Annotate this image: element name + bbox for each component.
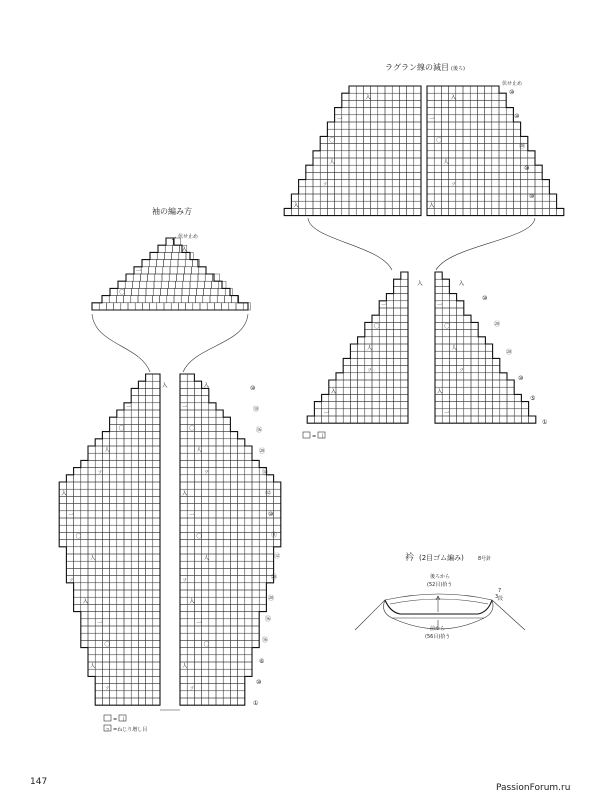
svg-text:ㇷ: ㇷ xyxy=(104,685,110,692)
sleeve-row-label: ⑳ xyxy=(271,574,278,581)
svg-text:一: 一 xyxy=(381,302,387,309)
sleeve-connector-right xyxy=(183,314,248,372)
svg-text:入: 入 xyxy=(330,388,337,395)
svg-text:入: 入 xyxy=(182,490,188,497)
raglan-row-label: ⑩ xyxy=(529,193,535,200)
svg-text:ㇷ: ㇷ xyxy=(458,367,465,374)
sleeve-connector-left xyxy=(92,314,150,372)
svg-text:入: 入 xyxy=(293,202,299,209)
svg-text:入: 入 xyxy=(429,202,435,209)
svg-text:ㇷ: ㇷ xyxy=(322,181,328,188)
collar-front-count: (56目)拾う xyxy=(425,634,451,640)
svg-text:人: 人 xyxy=(104,447,110,454)
svg-text:ㇷ: ㇷ xyxy=(68,577,74,584)
raglan-legend-val: 丨 xyxy=(320,434,326,440)
raglan-bottom-left-grid xyxy=(307,272,423,423)
sleeve-row-label: ① xyxy=(253,700,259,707)
svg-text:人: 人 xyxy=(443,159,449,166)
raglan-row-label: ⑩ xyxy=(482,295,488,302)
svg-text:一: 一 xyxy=(136,268,142,275)
svg-text:人: 人 xyxy=(451,345,457,352)
svg-text:入: 入 xyxy=(458,280,465,287)
collar-height-unit: 7 xyxy=(498,588,502,594)
svg-text:入: 入 xyxy=(61,490,67,497)
collar-height-rows: 段 xyxy=(498,596,504,602)
legend-plain-eq: = xyxy=(113,717,118,723)
raglan-connector-right xyxy=(436,218,535,270)
raglan-row-label: ⑳ xyxy=(494,321,501,328)
svg-text:人: 人 xyxy=(203,555,210,562)
svg-text:入: 入 xyxy=(82,598,89,605)
svg-text:ㇷ: ㇷ xyxy=(203,469,210,476)
svg-text:人: 人 xyxy=(182,663,188,670)
svg-text:〇: 〇 xyxy=(75,534,82,541)
legend-plain-val: 丨 xyxy=(121,717,127,723)
svg-text:ㇷ: ㇷ xyxy=(182,577,188,584)
sleeve-row-label: ⑯ xyxy=(265,616,272,623)
raglan-row-label: ⑩ xyxy=(514,113,520,120)
sleeve-row-label: ⑱ xyxy=(253,406,260,413)
sleeve-row-label: ⑭ xyxy=(262,469,269,476)
svg-text:一: 一 xyxy=(126,404,132,411)
svg-text:入: 入 xyxy=(450,94,457,101)
svg-text:一: 一 xyxy=(97,620,103,627)
legend-twist-symbol: ㇷ xyxy=(105,727,111,733)
raglan-title-note: (後ろ) xyxy=(451,66,465,72)
sleeve-body-left-grid xyxy=(59,374,168,705)
sleeve-row-label: ⑪ xyxy=(271,532,278,539)
svg-text:一: 一 xyxy=(444,410,450,417)
collar-back-count: (52目)拾う xyxy=(427,582,453,588)
svg-text:〇: 〇 xyxy=(189,426,195,433)
svg-text:一: 一 xyxy=(189,512,195,519)
raglan-bind-off: 伏せ止め xyxy=(502,81,523,87)
svg-text:人: 人 xyxy=(366,345,373,352)
sleeve-row-label: ⑯ xyxy=(256,427,263,434)
svg-text:〇: 〇 xyxy=(444,324,450,331)
raglan-top-right-grid xyxy=(427,86,564,216)
svg-text:入: 入 xyxy=(189,598,195,605)
collar-title: 衿 xyxy=(405,553,415,563)
svg-text:〇: 〇 xyxy=(203,642,210,649)
sleeve-row-label: ⑫ xyxy=(265,490,272,497)
sleeve-row-label: ⑳ xyxy=(259,448,266,455)
raglan-row-label: ⑤ xyxy=(530,395,536,402)
svg-text:入: 入 xyxy=(417,280,423,287)
sleeve-row-label: ⑩ xyxy=(250,385,256,392)
svg-text:人: 人 xyxy=(90,663,96,670)
watermark: PassionForum.ru xyxy=(496,783,571,793)
sleeve-row-label: ⑩ xyxy=(268,511,274,518)
svg-text:ㇷ: ㇷ xyxy=(189,685,195,692)
svg-text:入: 入 xyxy=(365,94,371,101)
svg-text:一: 一 xyxy=(323,410,330,417)
svg-text:一: 一 xyxy=(336,116,343,123)
svg-text:一: 一 xyxy=(68,512,74,519)
svg-text:一: 一 xyxy=(196,620,202,627)
sleeve-row-label: ⑯ xyxy=(262,637,269,644)
svg-text:入: 入 xyxy=(203,382,210,389)
collar-back-label: 後ろから xyxy=(430,574,451,580)
svg-text:〇: 〇 xyxy=(374,324,380,331)
collar-height: 3 xyxy=(495,594,499,600)
raglan-row-label: ⑩ xyxy=(509,89,515,96)
raglan-row-label: ⑩ xyxy=(524,165,530,172)
svg-text:〇: 〇 xyxy=(118,426,125,433)
svg-text:ㇷ: ㇷ xyxy=(366,367,373,374)
svg-text:入: 入 xyxy=(181,246,188,253)
svg-text:人: 人 xyxy=(196,447,202,454)
svg-text:入: 入 xyxy=(162,382,168,389)
sleeve-row-label: ⑫ xyxy=(274,553,281,560)
collar-subtitle: (2目ゴム編み) xyxy=(419,554,464,562)
sleeve-bind-off: 伏せ止め xyxy=(178,234,199,240)
svg-text:人: 人 xyxy=(329,159,335,166)
page-number: 147 xyxy=(30,777,48,787)
svg-text:入: 入 xyxy=(437,388,443,395)
svg-text:〇: 〇 xyxy=(329,138,335,145)
svg-text:一: 一 xyxy=(429,116,435,123)
raglan-row-label: ⑳ xyxy=(506,349,513,356)
raglan-legend-box xyxy=(303,432,310,438)
raglan-legend-eq: = xyxy=(312,434,317,440)
sleeve-row-label: ⑳ xyxy=(268,595,275,602)
svg-text:〇: 〇 xyxy=(104,642,110,649)
svg-text:〇: 〇 xyxy=(436,138,442,145)
raglan-top-left-grid xyxy=(284,86,421,216)
svg-text:ㇷ: ㇷ xyxy=(450,181,457,188)
svg-text:ㇷ: ㇷ xyxy=(97,469,103,476)
raglan-row-label: ⑳ xyxy=(519,143,526,150)
svg-text:〇: 〇 xyxy=(196,534,202,541)
svg-text:人: 人 xyxy=(90,555,96,562)
sleeve-cap-grid xyxy=(92,238,250,310)
sleeve-title: 袖の編み方 xyxy=(152,207,192,216)
raglan-row-label: ① xyxy=(542,419,548,426)
collar-needle: 8号針 xyxy=(478,556,492,562)
svg-text:一: 一 xyxy=(437,302,443,309)
sleeve-row-label: ⑥ xyxy=(259,658,265,665)
sleeve-row-label: ⑩ xyxy=(256,679,262,686)
svg-text:一: 一 xyxy=(182,404,188,411)
sleeve-row-labels xyxy=(250,385,280,707)
raglan-row-label: ⑩ xyxy=(518,375,524,382)
collar-front-label: 前から xyxy=(430,626,446,632)
legend-plain-box xyxy=(104,715,111,721)
raglan-connector-left xyxy=(308,218,392,270)
raglan-title: ラグラン線の減目 xyxy=(385,63,449,72)
legend-twist-label: =ねじり増し目 xyxy=(113,727,148,733)
svg-text:〇: 〇 xyxy=(119,290,125,297)
